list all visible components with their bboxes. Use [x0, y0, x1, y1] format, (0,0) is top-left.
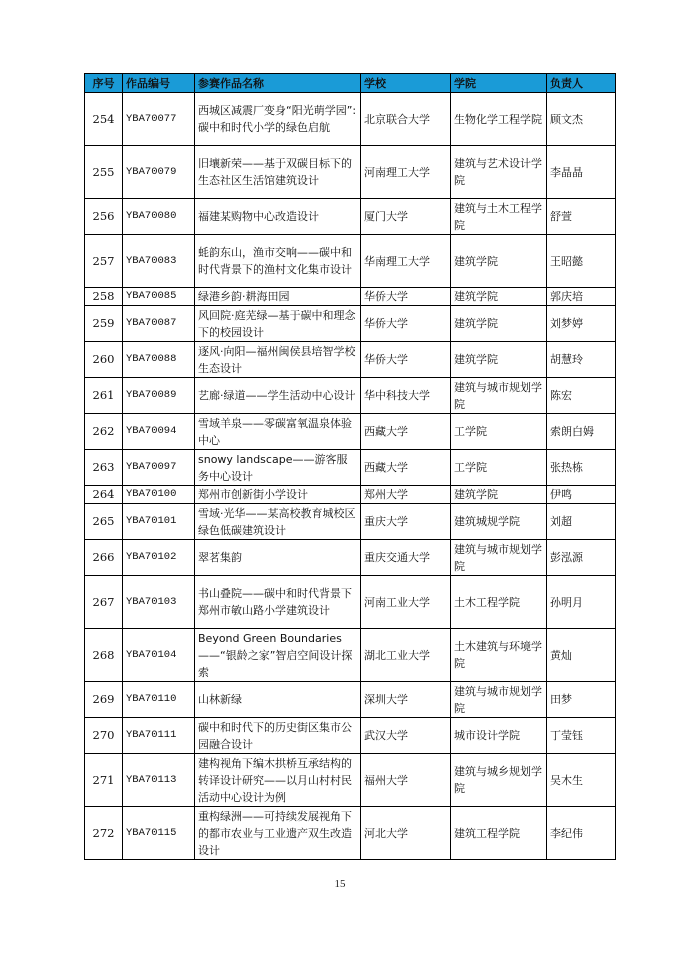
cell-college: 建筑学院	[451, 342, 547, 378]
table-row	[85, 504, 616, 540]
cell-code: YBA70085	[123, 288, 195, 306]
cell-code: YBA70094	[123, 414, 195, 450]
cell-school: 华侨大学	[361, 306, 451, 342]
table-row	[85, 235, 616, 288]
cell-college: 建筑与艺术设计学院	[451, 146, 547, 199]
cell-college: 建筑与城市规划学院	[451, 682, 547, 718]
header-lead: 负责人	[547, 74, 616, 93]
table-row	[85, 576, 616, 629]
cell-seq: 255	[85, 146, 123, 199]
cell-code: YBA70110	[123, 682, 195, 718]
cell-lead: 胡慧玲	[547, 342, 616, 378]
cell-college: 建筑学院	[451, 306, 547, 342]
cell-college: 土木工程学院	[451, 576, 547, 629]
cell-school: 河南工业大学	[361, 576, 451, 629]
table-row	[85, 288, 616, 306]
header-college: 学院	[451, 74, 547, 93]
cell-school: 重庆大学	[361, 504, 451, 540]
table-row	[85, 450, 616, 486]
cell-name: Beyond Green Boundaries——“银龄之家”智启空间设计探索	[195, 629, 361, 682]
cell-school: 深圳大学	[361, 682, 451, 718]
cell-name: 重构绿洲——可持续发展视角下的都市农业与工业遗产双生改造设计	[195, 807, 361, 860]
cell-lead: 舒萱	[547, 199, 616, 235]
cell-seq: 268	[85, 629, 123, 682]
cell-school: 河南理工大学	[361, 146, 451, 199]
cell-lead: 黄灿	[547, 629, 616, 682]
table-row	[85, 540, 616, 576]
table-row	[85, 342, 616, 378]
cell-school: 华中科技大学	[361, 378, 451, 414]
cell-lead: 田梦	[547, 682, 616, 718]
cell-code: YBA70115	[123, 807, 195, 860]
cell-lead: 伊鸣	[547, 486, 616, 504]
cell-name: snowy landscape——游客服务中心设计	[195, 450, 361, 486]
cell-lead: 吴木生	[547, 754, 616, 807]
cell-college: 建筑城规学院	[451, 504, 547, 540]
cell-college: 建筑与城市规划学院	[451, 378, 547, 414]
cell-school: 湖北工业大学	[361, 629, 451, 682]
cell-lead: 孙明月	[547, 576, 616, 629]
cell-college: 生物化学工程学院	[451, 93, 547, 146]
table-row	[85, 486, 616, 504]
cell-lead: 李纪伟	[547, 807, 616, 860]
table-row	[85, 682, 616, 718]
cell-seq: 259	[85, 306, 123, 342]
header-school: 学校	[361, 74, 451, 93]
table-row	[85, 807, 616, 860]
cell-name: 逐风·向阳—福州闽侯县培智学校生态设计	[195, 342, 361, 378]
cell-code: YBA70088	[123, 342, 195, 378]
cell-college: 建筑学院	[451, 235, 547, 288]
cell-college: 建筑与城市规划学院	[451, 540, 547, 576]
table-row	[85, 306, 616, 342]
cell-seq: 269	[85, 682, 123, 718]
cell-code: YBA70102	[123, 540, 195, 576]
cell-lead: 彭泓源	[547, 540, 616, 576]
cell-lead: 郭庆培	[547, 288, 616, 306]
cell-college: 城市设计学院	[451, 718, 547, 754]
cell-lead: 刘超	[547, 504, 616, 540]
cell-school: 华侨大学	[361, 288, 451, 306]
cell-school: 西藏大学	[361, 450, 451, 486]
table-header-row	[85, 74, 616, 93]
cell-name: 碳中和时代下的历史街区集市公园融合设计	[195, 718, 361, 754]
cell-lead: 王昭懿	[547, 235, 616, 288]
header-seq: 序号	[85, 74, 123, 93]
cell-code: YBA70080	[123, 199, 195, 235]
table-row	[85, 93, 616, 146]
table-row	[85, 146, 616, 199]
cell-college: 建筑工程学院	[451, 807, 547, 860]
cell-code: YBA70097	[123, 450, 195, 486]
header-name: 参赛作品名称	[195, 74, 361, 93]
cell-college: 建筑学院	[451, 288, 547, 306]
cell-seq: 263	[85, 450, 123, 486]
cell-college: 建筑与土木工程学院	[451, 199, 547, 235]
page-number: 15	[334, 878, 346, 890]
table-row	[85, 378, 616, 414]
cell-lead: 李晶晶	[547, 146, 616, 199]
cell-seq: 266	[85, 540, 123, 576]
cell-school: 华南理工大学	[361, 235, 451, 288]
cell-name: 福建某购物中心改造设计	[195, 199, 361, 235]
cell-school: 华侨大学	[361, 342, 451, 378]
cell-name: 翠茗集韵	[195, 540, 361, 576]
cell-code: YBA70103	[123, 576, 195, 629]
cell-lead: 索朗白姆	[547, 414, 616, 450]
award-list-table	[84, 73, 616, 860]
cell-code: YBA70087	[123, 306, 195, 342]
cell-name: 绿港乡韵·耕海田园	[195, 288, 361, 306]
table-row	[85, 414, 616, 450]
cell-college: 建筑与城乡规划学院	[451, 754, 547, 807]
cell-college: 建筑学院	[451, 486, 547, 504]
cell-name: 山林新绿	[195, 682, 361, 718]
cell-seq: 261	[85, 378, 123, 414]
cell-lead: 顾文杰	[547, 93, 616, 146]
cell-seq: 267	[85, 576, 123, 629]
cell-name: 书山叠院——碳中和时代背景下郑州市敏山路小学建筑设计	[195, 576, 361, 629]
cell-name: 蚝韵东山，渔市交响——碳中和时代背景下的渔村文化集市设计	[195, 235, 361, 288]
table-row	[85, 754, 616, 807]
cell-college: 工学院	[451, 414, 547, 450]
cell-code: YBA70101	[123, 504, 195, 540]
cell-seq: 258	[85, 288, 123, 306]
cell-lead: 刘梦婷	[547, 306, 616, 342]
cell-code: YBA70079	[123, 146, 195, 199]
cell-seq: 272	[85, 807, 123, 860]
cell-school: 福州大学	[361, 754, 451, 807]
cell-lead: 陈宏	[547, 378, 616, 414]
cell-name: 西城区减震厂变身“阳光萌学园”:碳中和时代小学的绿色启航	[195, 93, 361, 146]
cell-seq: 257	[85, 235, 123, 288]
cell-code: YBA70083	[123, 235, 195, 288]
cell-name: 艺廊·绿道——学生活动中心设计	[195, 378, 361, 414]
cell-seq: 265	[85, 504, 123, 540]
cell-seq: 270	[85, 718, 123, 754]
cell-lead: 丁莹钰	[547, 718, 616, 754]
table-row	[85, 199, 616, 235]
cell-code: YBA70100	[123, 486, 195, 504]
cell-seq: 262	[85, 414, 123, 450]
cell-seq: 264	[85, 486, 123, 504]
cell-school: 重庆交通大学	[361, 540, 451, 576]
cell-college: 土木建筑与环境学院	[451, 629, 547, 682]
cell-seq: 254	[85, 93, 123, 146]
cell-seq: 260	[85, 342, 123, 378]
cell-name: 旧壤新荣——基于双碳目标下的生态社区生活馆建筑设计	[195, 146, 361, 199]
cell-code: YBA70104	[123, 629, 195, 682]
cell-seq: 271	[85, 754, 123, 807]
table-row	[85, 718, 616, 754]
cell-seq: 256	[85, 199, 123, 235]
cell-school: 郑州大学	[361, 486, 451, 504]
cell-school: 北京联合大学	[361, 93, 451, 146]
cell-name: 雪域·光华——某高校教育城校区绿色低碳建筑设计	[195, 504, 361, 540]
cell-school: 河北大学	[361, 807, 451, 860]
cell-school: 武汉大学	[361, 718, 451, 754]
cell-code: YBA70111	[123, 718, 195, 754]
cell-college: 工学院	[451, 450, 547, 486]
header-code: 作品编号	[123, 74, 195, 93]
cell-school: 西藏大学	[361, 414, 451, 450]
cell-name: 郑州市创新街小学设计	[195, 486, 361, 504]
cell-name: 建构视角下编木拱桥互承结构的转译设计研究——以月山村村民活动中心设计为例	[195, 754, 361, 807]
cell-name: 风回院·庭芜绿—基于碳中和理念下的校园设计	[195, 306, 361, 342]
cell-name: 雪域羊泉——零碳富氧温泉体验中心	[195, 414, 361, 450]
cell-code: YBA70113	[123, 754, 195, 807]
cell-code: YBA70077	[123, 93, 195, 146]
cell-lead: 张热栋	[547, 450, 616, 486]
cell-school: 厦门大学	[361, 199, 451, 235]
table-row	[85, 629, 616, 682]
cell-code: YBA70089	[123, 378, 195, 414]
